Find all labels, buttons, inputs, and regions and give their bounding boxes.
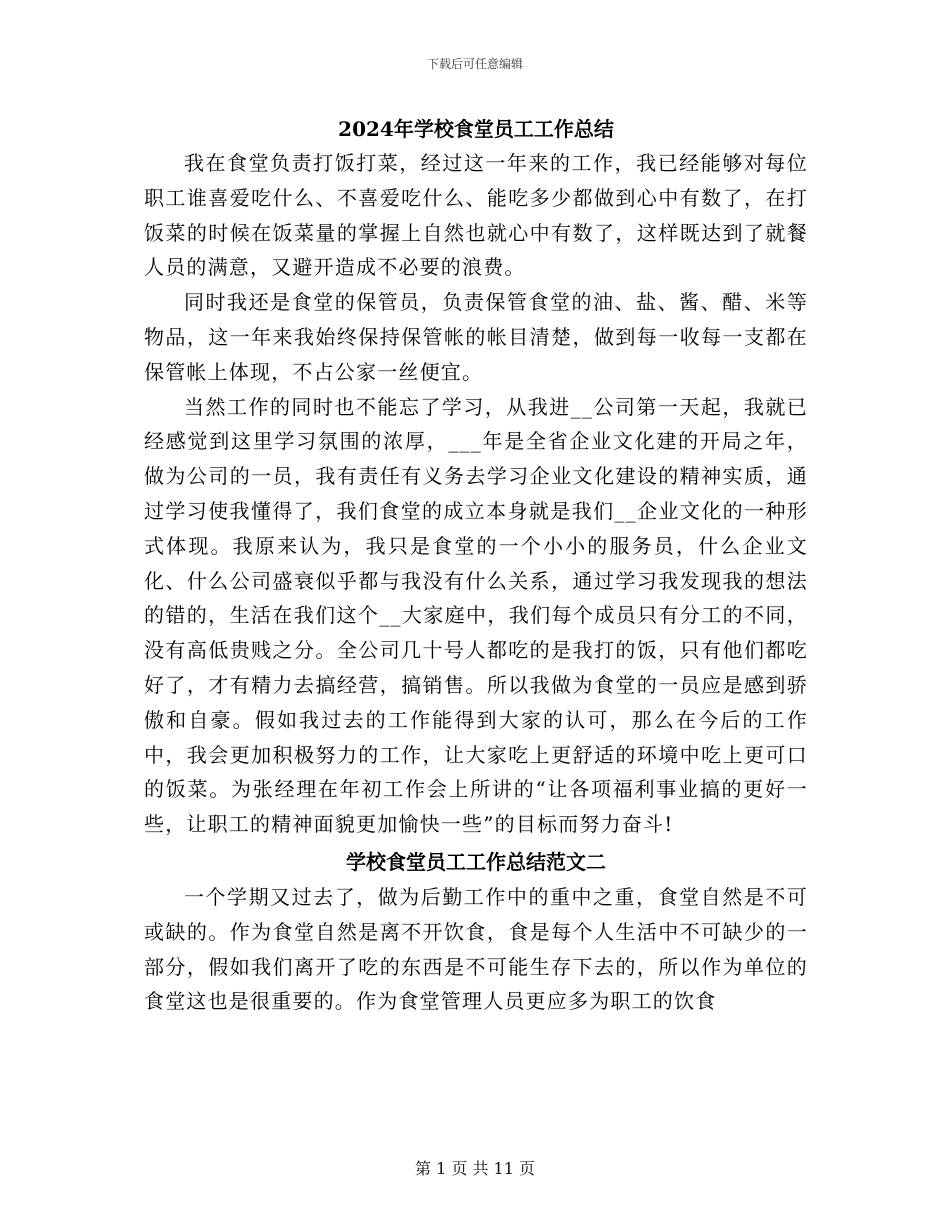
paragraph-3: 当然工作的同时也不能忘了学习，从我进__公司第一天起，我就已经感觉到这里学习氛围的浓厚，___年是全省企业文化建的开局之年，做为公司的一员，我有责任有义务去学习企业文化建设的精神实质，通过学习使我懂得了，我们食堂的成立本身就是我们__企业文化的一种形式体现。我原来认为，我只是食堂的一个小小的服务员，什么企业文化、什么公司盛衰似乎都与我没有什么关系，通过学习我发现我的想法的错的，生活在我们这个__大家庭中，我们每个成员只有分工的不同，没有高低贵贱之分。全公司几十号人都吃的是我打的饭，只有他们都吃好了，才有精力去搞经营，搞销售。所以我做为食堂的一员应是感到骄傲和自豪。假如我过去的工作能得到大家的认可，那么在今后的工作中，我会更加积极努力的工作，让大家吃上更舒适的环境中吃上更可口的饭菜。为张经理在年初工作会上所讲的“让各项福利事业搞的更好一些，让职工的精神面貌更加愉快一些”的目标而努力奋斗! (144, 394, 808, 837)
document-body (144, 112, 808, 1019)
section-2-paragraph-1: 一个学期又过去了，做为后勤工作中的重中之重，食堂自然是不可或缺的。作为食堂自然是离不开饮食，食是每个人生活中不可缺少的一部分，假如我们离开了吃的东西是不可能生存下去的，所以作为单位的食堂这也是很重要的。作为食堂管理人员更应多为职工的饮食 (144, 884, 808, 1014)
paragraph-2: 同时我还是食堂的保管员，负责保管食堂的油、盐、酱、醋、米等物品，这一年来我始终保持保管帐的帐目清楚，做到每一收每一支都在保管帐上体现，不占公家一丝便宜。 (144, 290, 808, 384)
page-header-note: 下载后可任意编辑 (426, 57, 523, 71)
document-title: 2024年学校食堂员工工作总结 (338, 117, 614, 141)
page-number: 第 1 页 共 11 页 (415, 1159, 535, 1178)
section-2-title: 学校食堂员工工作总结范文二 (346, 849, 606, 874)
paragraph-1: 我在食堂负责打饭打菜，经过这一年来的工作，我已经能够对每位职工谁喜爱吃什么、不喜爱吃什么、能吃多少都做到心中有数了，在打饭菜的时候在饭菜量的掌握上自然也就心中有数了，这样既达到了就餐人员的满意，又避开造成不必要的浪费。 (144, 151, 808, 280)
